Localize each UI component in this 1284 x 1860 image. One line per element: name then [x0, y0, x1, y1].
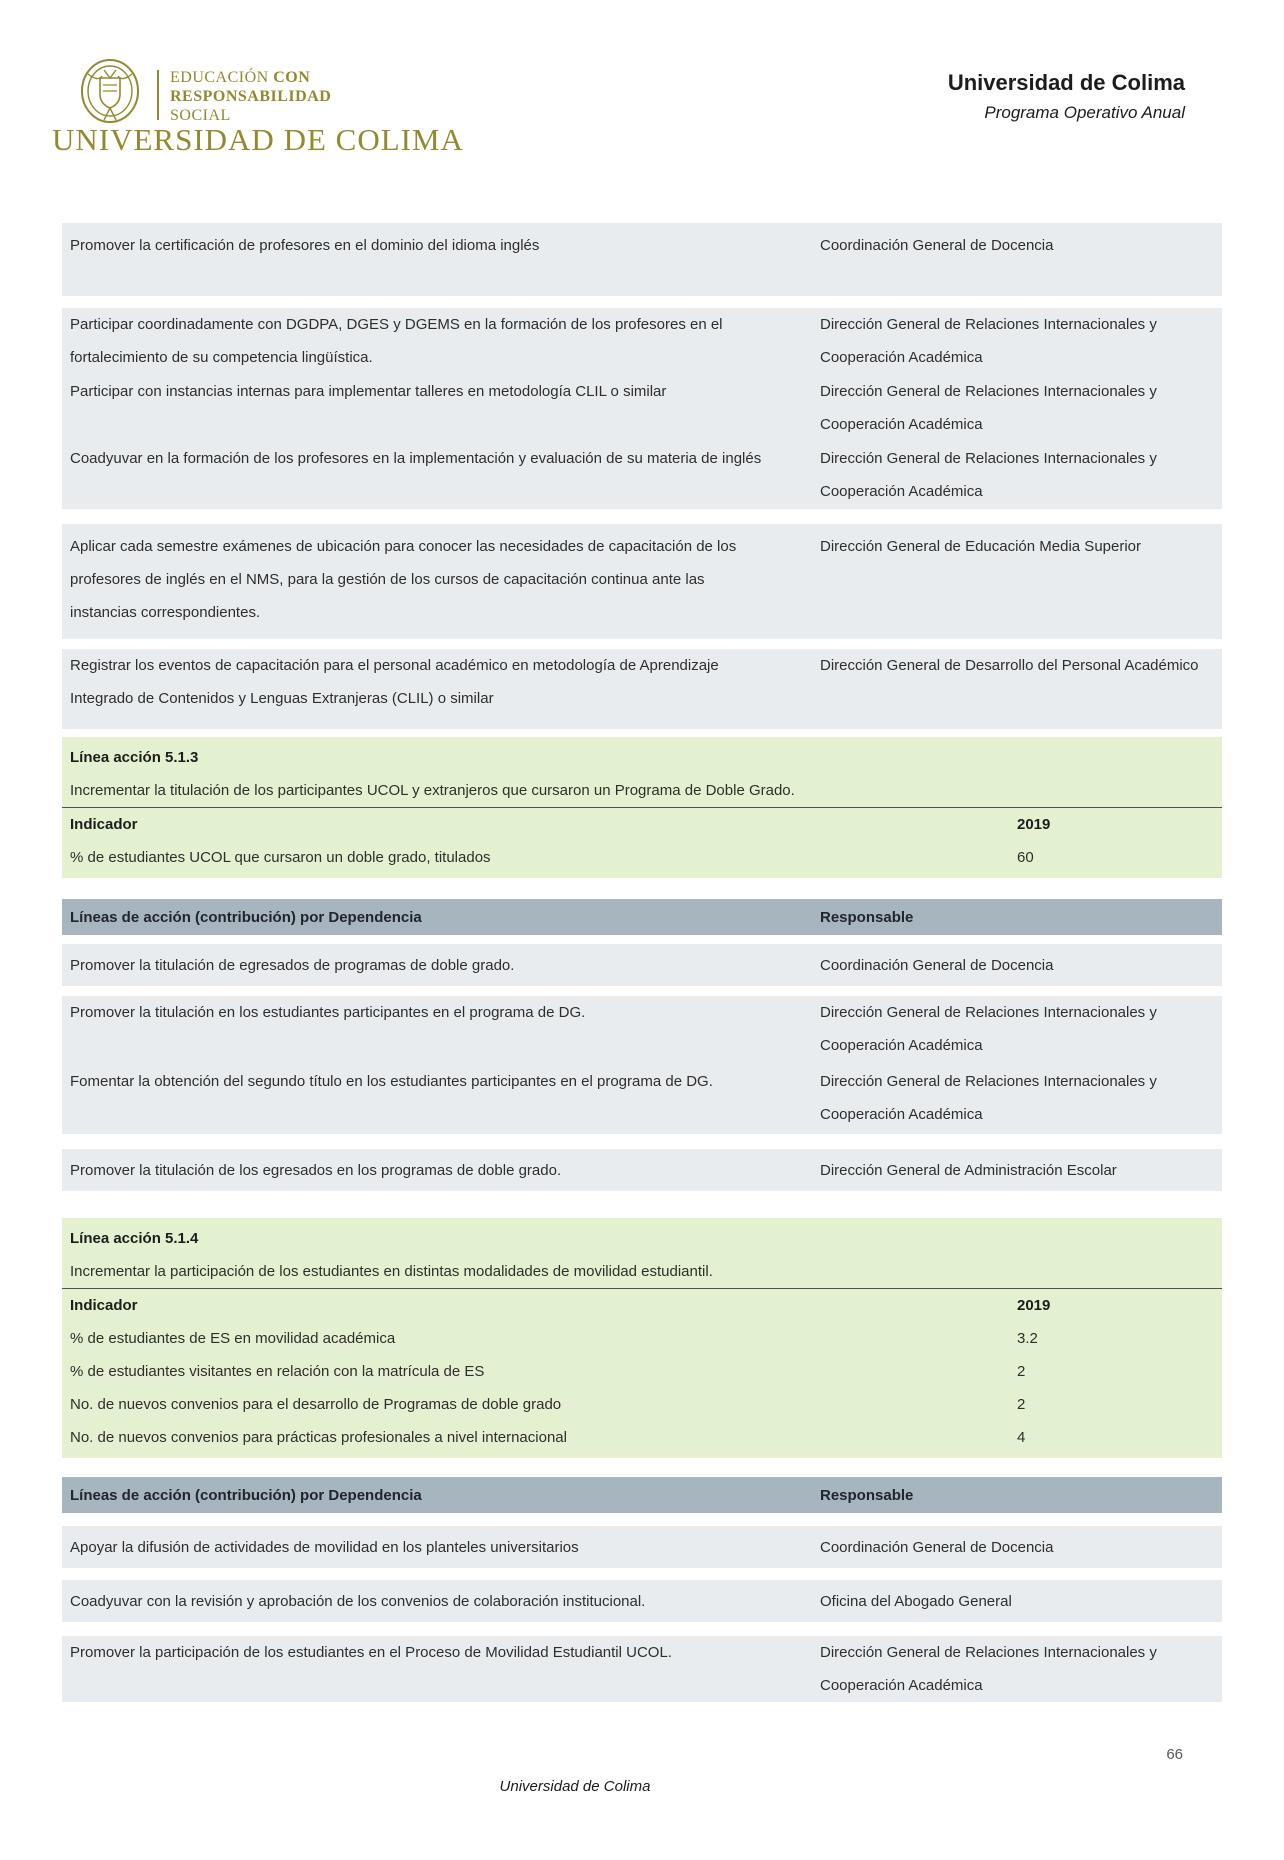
indicator-row [62, 1388, 1222, 1421]
action-text: Participar con instancias internas para implementar talleres en metodología CLIL o similar [70, 383, 667, 400]
indicator-value: 2 [1017, 1396, 1026, 1413]
linea-description: Incrementar la titulación de los participantes UCOL y extranjeros que cursaron un Programa de Doble Grado. [70, 782, 795, 799]
action-cell [62, 1154, 820, 1187]
linea-accion-5-1-4 [62, 1218, 1222, 1458]
responsible-cell: Dirección General de Relaciones Internacionales y Cooperación Académica [820, 316, 1157, 366]
year-header: 2019 [1017, 1297, 1051, 1314]
table-row [62, 1526, 1222, 1568]
indicator-table [62, 1288, 1222, 1458]
table-row [62, 944, 1222, 986]
responsible-cell: Dirección General de Administración Escolar [820, 1161, 1117, 1179]
action-text: Promover la certificación de profesores en el dominio del idioma inglés [70, 237, 540, 254]
table-row [62, 1149, 1222, 1191]
tagline-word2: CON [273, 69, 311, 86]
logo-divider [157, 70, 159, 120]
responsible-cell: Dirección General de Relaciones Internacionales y Cooperación Académica [820, 1644, 1157, 1694]
indicator-header-row [62, 808, 1222, 841]
action-cell [62, 375, 820, 408]
section-header-right: Responsable [820, 1486, 914, 1504]
responsible-cell: Coordinación General de Docencia [820, 956, 1054, 974]
action-block [62, 1526, 1222, 1568]
indicator-table [62, 807, 1222, 878]
tagline-line2: RESPONSABILIDAD [170, 88, 332, 105]
table-row [62, 524, 1222, 639]
table-row [62, 649, 1222, 729]
table-row [62, 1065, 1222, 1134]
indicator-row [62, 1355, 1222, 1388]
action-cell [62, 530, 820, 629]
page-content [62, 223, 1222, 1702]
action-cell [62, 442, 820, 475]
action-cell [62, 1636, 820, 1669]
action-text: Coadyuvar con la revisión y aprobación de los convenios de colaboración institucional. [70, 1592, 646, 1610]
linea-accion-5-1-3 [62, 737, 1222, 878]
university-wordmark: UNIVERSIDAD DE COLIMA [52, 122, 464, 157]
action-cell [62, 996, 820, 1029]
indicator-header: Indicador [70, 1297, 138, 1314]
tagline-line3: SOCIAL [170, 107, 231, 124]
action-cell [62, 229, 820, 262]
action-block [62, 944, 1222, 986]
header-right [948, 70, 1185, 123]
indicator-label: % de estudiantes visitantes en relación con la matrícula de ES [70, 1363, 485, 1380]
action-cell [62, 308, 820, 374]
page-number: 66 [1166, 1746, 1183, 1763]
action-text: Promover la titulación de los egresados en los programas de doble grado. [70, 1161, 562, 1179]
action-block [62, 223, 1222, 296]
section-header-left: Líneas de acción (contribución) por Dependencia [70, 1486, 422, 1504]
table-row [62, 996, 1222, 1065]
document-subtitle: Programa Operativo Anual [984, 103, 1185, 122]
linea-title: Línea acción 5.1.4 [70, 1230, 199, 1247]
indicator-row [62, 1421, 1222, 1454]
action-text: Participar coordinadamente con DGDPA, DGES y DGEMS en la formación de los profesores en el fortalecimiento de su competencia lingüística. [70, 316, 723, 366]
responsible-cell: Dirección General de Relaciones Internacionales y Cooperación Académica [820, 450, 1157, 500]
document-title: Universidad de Colima [947, 70, 1185, 95]
action-cell [62, 1585, 820, 1618]
logo-tagline [170, 68, 331, 125]
responsible-cell: Dirección General de Desarrollo del Personal Académico [820, 657, 1199, 674]
footer-text: Universidad de Colima [499, 1778, 651, 1795]
action-cell [62, 949, 820, 982]
indicator-label: % de estudiantes UCOL que cursaron un doble grado, titulados [70, 849, 491, 866]
action-text: Aplicar cada semestre exámenes de ubicación para conocer las necesidades de capacitación de los profesores de inglés en el NMS, para la gestión de los cursos de capacitación continua ante las instancias correspondientes. [70, 538, 737, 621]
tagline-line1 [170, 68, 331, 87]
indicator-label: No. de nuevos convenios para prácticas profesionales a nivel internacional [70, 1429, 567, 1446]
responsible-cell: Dirección General de Relaciones Internacionales y Cooperación Académica [820, 383, 1157, 433]
action-cell [62, 1065, 820, 1098]
table-row [62, 1636, 1222, 1702]
action-text: Promover la titulación de egresados de programas de doble grado. [70, 956, 515, 974]
indicator-value: 2 [1017, 1363, 1026, 1380]
indicator-header-row [62, 1289, 1222, 1322]
table-row [62, 442, 1222, 509]
action-cell [62, 1531, 820, 1564]
indicator-value: 60 [1017, 849, 1034, 866]
section-header-right: Responsable [820, 908, 914, 926]
section-header-band [62, 1477, 1222, 1513]
responsible-cell: Oficina del Abogado General [820, 1592, 1012, 1610]
indicator-row [62, 841, 1222, 874]
table-row [62, 1580, 1222, 1622]
indicator-row [62, 1322, 1222, 1355]
responsible-cell: Coordinación General de Docencia [820, 237, 1054, 254]
action-text: Promover la participación de los estudiantes en el Proceso de Movilidad Estudiantil UCOL. [70, 1644, 672, 1661]
section-header-band [62, 899, 1222, 935]
action-text: Fomentar la obtención del segundo título en los estudiantes participantes en el programa de DG. [70, 1073, 713, 1090]
indicator-header: Indicador [70, 816, 138, 833]
action-block [62, 649, 1222, 729]
action-block [62, 996, 1222, 1134]
responsible-cell: Dirección General de Relaciones Internacionales y Cooperación Académica [820, 1004, 1157, 1054]
action-text: Promover la titulación en los estudiantes participantes en el programa de DG. [70, 1004, 586, 1021]
responsible-cell: Dirección General de Relaciones Internacionales y Cooperación Académica [820, 1073, 1157, 1123]
section-header-left: Líneas de acción (contribución) por Dependencia [70, 908, 422, 926]
university-crest-icon [78, 58, 142, 130]
tagline-word1: EDUCACIÓN [170, 69, 269, 86]
table-row [62, 375, 1222, 442]
indicator-label: % de estudiantes de ES en movilidad académica [70, 1330, 396, 1347]
action-block [62, 1149, 1222, 1191]
linea-description: Incrementar la participación de los estudiantes en distintas modalidades de movilidad estudiantil. [70, 1263, 713, 1280]
action-text: Coadyuvar en la formación de los profesores en la implementación y evaluación de su materia de inglés [70, 450, 762, 467]
action-cell [62, 649, 820, 715]
responsible-cell: Coordinación General de Docencia [820, 1538, 1054, 1556]
action-block [62, 1636, 1222, 1702]
action-block [62, 524, 1222, 639]
linea-title: Línea acción 5.1.3 [70, 749, 199, 766]
page-header [0, 0, 1284, 200]
indicator-label: No. de nuevos convenios para el desarrollo de Programas de doble grado [70, 1396, 562, 1413]
indicator-value: 3.2 [1017, 1330, 1038, 1347]
action-block [62, 1580, 1222, 1622]
responsible-cell: Dirección General de Educación Media Superior [820, 538, 1142, 555]
action-block [62, 308, 1222, 509]
year-header: 2019 [1017, 816, 1051, 833]
action-text: Apoyar la difusión de actividades de movilidad en los planteles universitarios [70, 1538, 579, 1556]
table-row [62, 223, 1222, 296]
indicator-value: 4 [1017, 1429, 1026, 1446]
table-row [62, 308, 1222, 375]
action-text: Registrar los eventos de capacitación para el personal académico en metodología de Aprendizaje Integrado de Contenidos y Lenguas Extranjeras (CLIL) o similar [70, 657, 719, 707]
